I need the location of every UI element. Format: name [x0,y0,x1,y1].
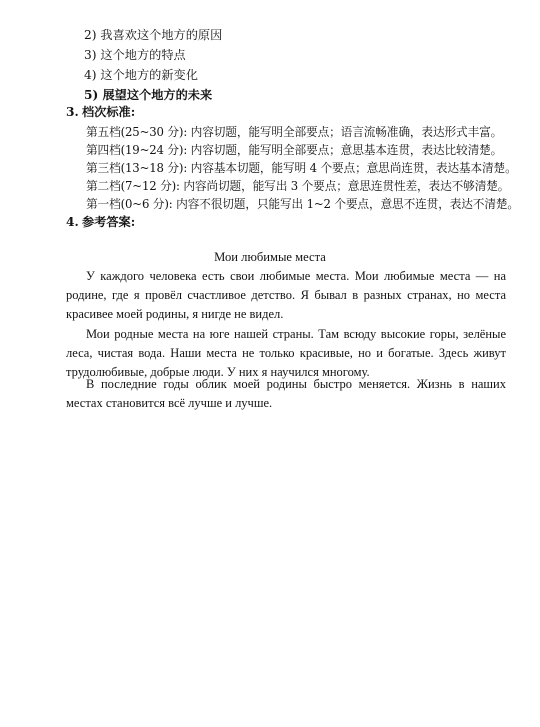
grade-criterion: 第三档(13~18 分): 内容基本切题，能写明 4 个要点；意思尚连贯，表达基本清楚。 [86,161,517,175]
list-item: 3) 这个地方的特点 [84,48,186,62]
essay-paragraph: Мои родные места на юге нашей страны. Там всюду высокие горы, зелёные леса, чистая вода. Наши места не только красивые, но и богатые. Здесь живут трудолюбивые, добрые люди. У них я научился многому. [66,327,506,379]
list-item: 2) 我喜欢这个地方的原因 [84,28,223,42]
grade-criterion: 第二档(7~12 分): 内容尚切题，能写出 3 个要点；意思连贯性差，表达不够清楚。 [86,179,510,193]
section-number: 3. [66,105,79,119]
essay-title: Мои любимые места [214,250,326,264]
grade-criterion: 第五档(25~30 分): 内容切题，能写明全部要点；语言流畅准确，表达形式丰富。 [86,125,503,139]
grade-criterion: 第一档(0~6 分): 内容不很切题，只能写出 1~2 个要点，意思不连贯，表达不清楚。 [86,197,519,211]
list-item: 5) 展望这个地方的未来 [84,88,213,102]
section-heading [66,214,135,230]
section-number: 4. [66,215,79,229]
section-title: 参考答案: [82,215,136,229]
list-item: 4) 这个地方的新变化 [84,68,198,82]
essay-paragraph: В последние годы облик моей родины быстро меняется. Жизнь в наших местах становится всё лучше и лучше. [66,377,506,410]
essay-paragraph: У каждого человека есть свои любимые места. Мои любимые места — на родине, где я провёл счастливое детство. Я бывал в разных странах, но места красивее моей родины, я нигде не видел. [66,269,506,321]
grade-criterion: 第四档(19~24 分): 内容切题，能写明全部要点；意思基本连贯，表达比较清楚。 [86,143,503,157]
section-heading [66,104,135,120]
section-title: 档次标准: [82,105,136,119]
